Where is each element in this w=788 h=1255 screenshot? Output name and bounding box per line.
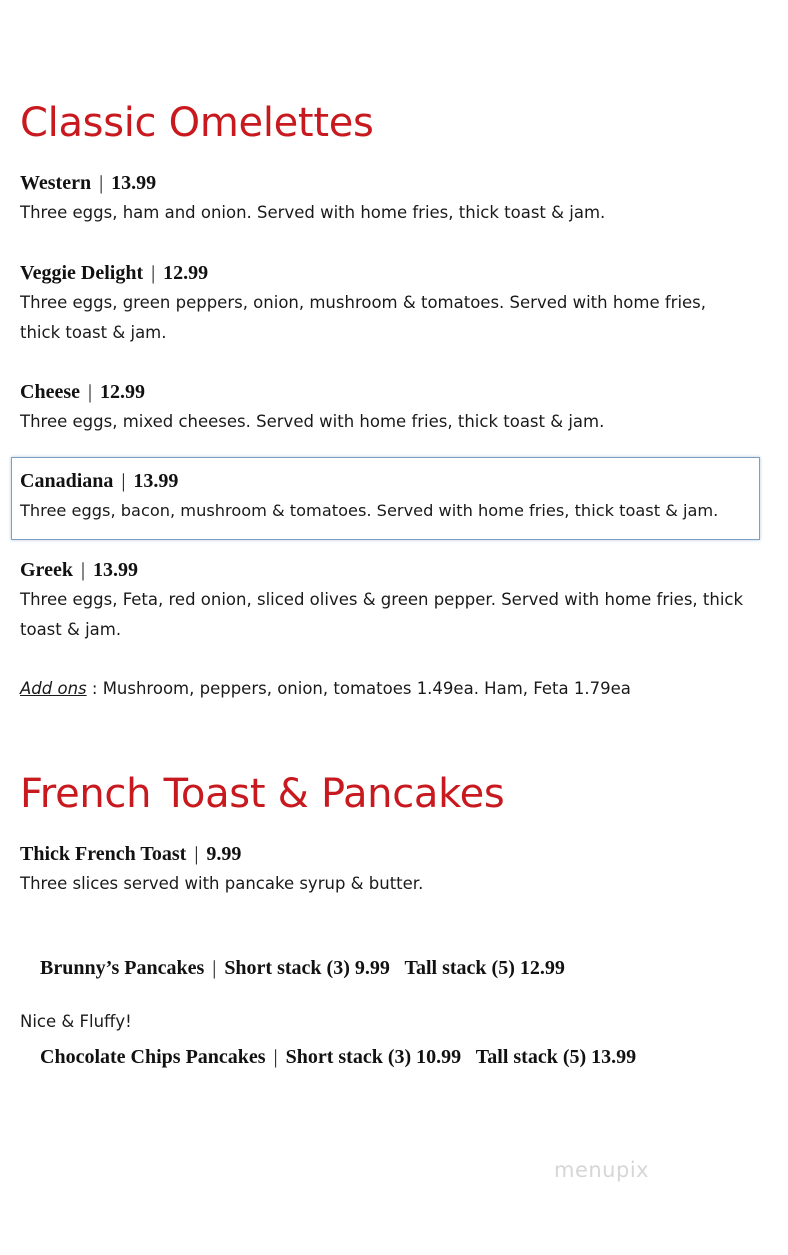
item-price: 13.99 <box>133 470 179 492</box>
item-price: 13.99 <box>111 172 157 194</box>
menu-item-canadiana <box>20 469 780 526</box>
item-name: Greek <box>20 559 73 581</box>
price-separator: | <box>80 559 85 581</box>
item-description: Three eggs, Feta, red onion, sliced olives & green pepper. Served with home fries, thick toast & jam. <box>20 590 744 639</box>
item-name: Cheese <box>20 381 80 403</box>
price-separator: | <box>87 381 92 403</box>
item-price: 9.99 <box>206 843 242 865</box>
price-separator: | <box>194 843 199 865</box>
item-description: Three eggs, ham and onion. Served with home fries, thick toast & jam. <box>20 203 606 222</box>
section-title-omelettes: Classic Omelettes <box>20 100 374 146</box>
price-separator: | <box>151 262 156 284</box>
item-description: Three eggs, mixed cheeses. Served with home fries, thick toast & jam. <box>20 412 605 431</box>
item-description: Three slices served with pancake syrup & butter. <box>20 874 424 893</box>
item-name: Thick French Toast <box>20 843 187 865</box>
item-name: Canadiana <box>20 470 114 492</box>
item-name: Western <box>20 172 92 194</box>
price-separator: | <box>212 957 217 979</box>
item-name: Brunny’s Pancakes <box>40 957 205 979</box>
add-ons-label: Add ons <box>20 679 87 698</box>
price-separator: | <box>121 470 126 492</box>
item-description: Three eggs, bacon, mushroom & tomatoes. Served with home fries, thick toast & jam. <box>20 501 719 520</box>
price-separator: | <box>273 1046 278 1068</box>
item-price: 13.99 <box>92 559 138 581</box>
menu-item-veggie-delight <box>20 261 780 348</box>
menu-item-thick-french-toast <box>20 842 780 899</box>
add-ons-note <box>20 675 631 703</box>
section-title-french-toast-pancakes: French Toast & Pancakes <box>20 771 505 817</box>
menu-item-western <box>20 171 780 228</box>
menu-item-greek <box>20 558 780 645</box>
item-name: Veggie Delight <box>20 262 144 284</box>
menupix-watermark: menupix <box>554 1158 650 1182</box>
item-price: 12.99 <box>163 262 209 284</box>
item-description: Nice & Fluffy! <box>20 1012 132 1031</box>
price-separator: | <box>99 172 104 194</box>
menu-item-cheese <box>20 380 780 437</box>
item-description: Three eggs, green peppers, onion, mushroom & tomatoes. Served with home fries, thick toast & jam. <box>20 293 707 342</box>
item-price: Short stack (3) 10.99 Tall stack (5) 13.99 <box>285 1046 637 1068</box>
item-price: 12.99 <box>100 381 145 403</box>
item-price: Short stack (3) 9.99 Tall stack (5) 12.99 <box>224 957 565 979</box>
menu-item-chocolate-chips-pancakes <box>20 1021 780 1093</box>
add-ons-text: : Mushroom, peppers, onion, tomatoes 1.49ea. Ham, Feta 1.79ea <box>86 679 631 698</box>
item-name: Chocolate Chips Pancakes <box>40 1046 266 1068</box>
